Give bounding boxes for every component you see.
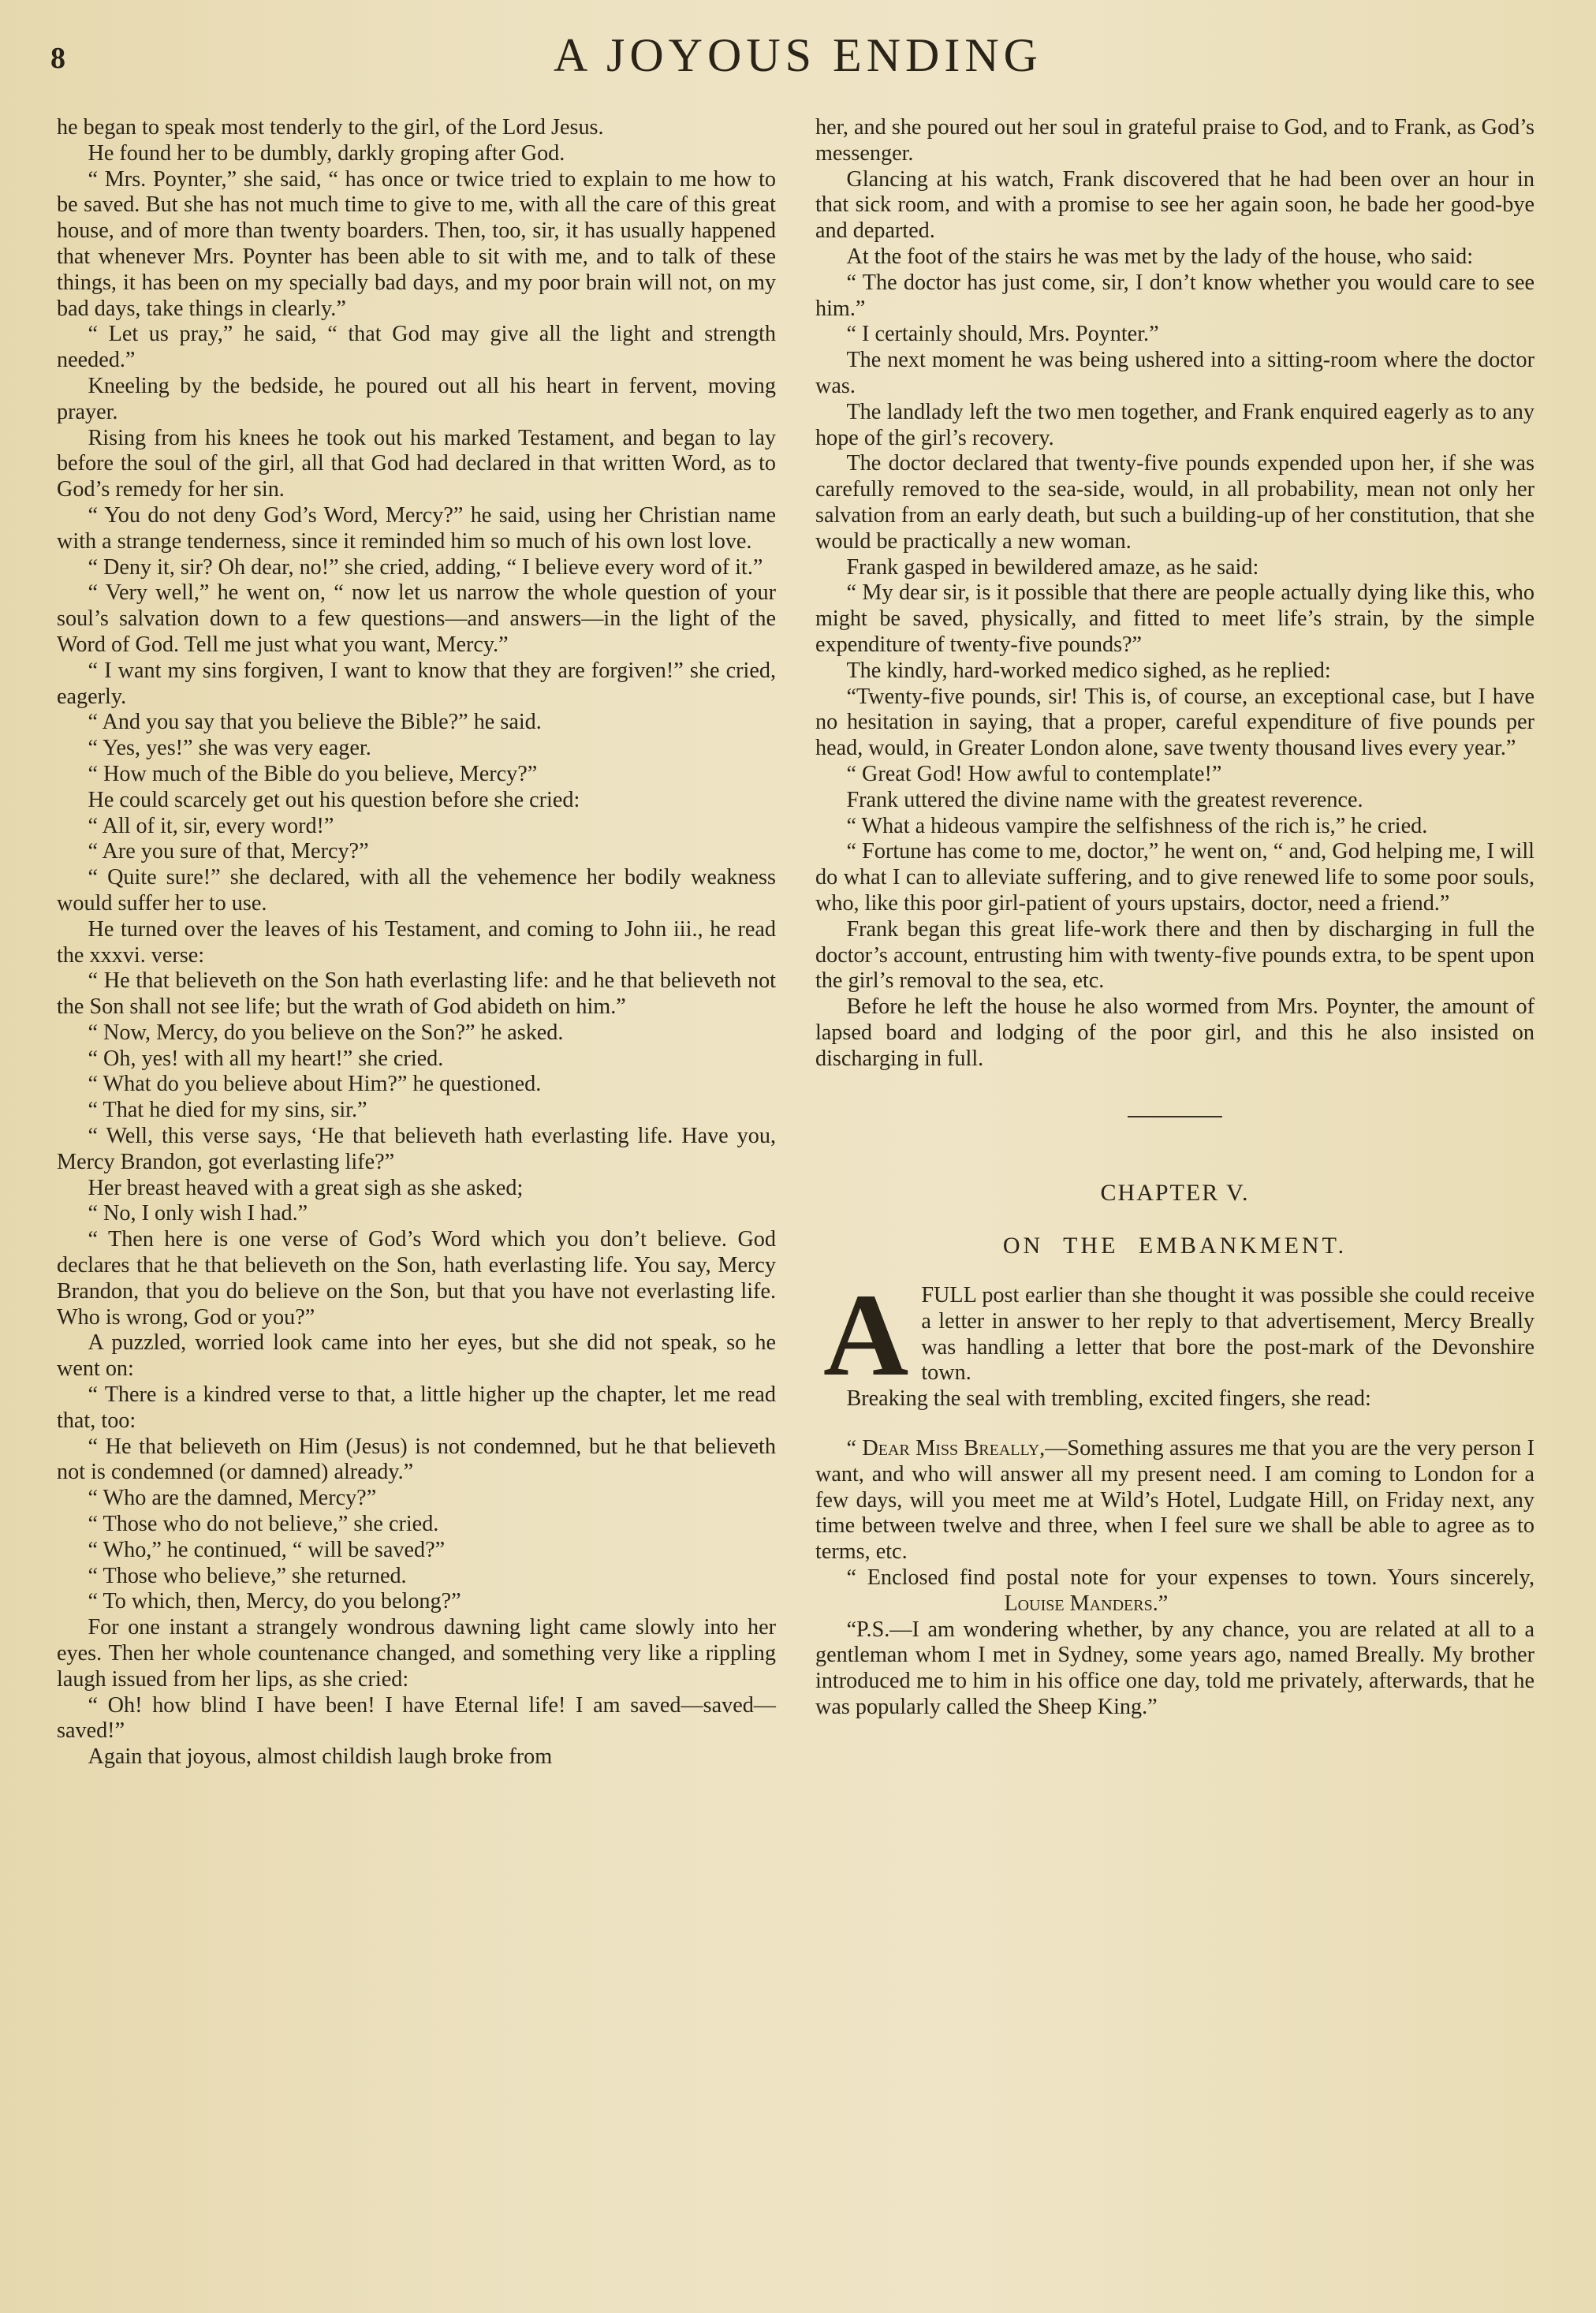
paragraph: “ How much of the Bible do you believe, Mercy?”: [88, 761, 538, 786]
paragraph: He found her to be dumbly, darkly groping after God.: [88, 140, 565, 166]
paragraph: For one instant a strangely wondrous dawning light came slowly into her eyes. Then her whole countenance changed, and something very like a rippling laugh issued from her lips, as she cried:: [57, 1615, 776, 1692]
paragraph: “ No, I only wish I had.”: [88, 1201, 308, 1226]
paragraph: “ There is a kindred verse to that, a little higher up the chapter, let me read that, too:: [57, 1382, 776, 1433]
paragraph: “ Deny it, sir? Oh dear, no!” she cried, adding, “ I believe every word of it.”: [88, 554, 763, 580]
paragraph: He turned over the leaves of his Testament, and coming to John iii., he read the xxxvi. verse:: [57, 916, 776, 968]
page-number: 8: [50, 42, 65, 75]
left-column: [57, 115, 776, 1770]
paragraph: “ Who are the damned, Mercy?”: [88, 1486, 377, 1511]
paragraph: Again that joyous, almost childish laugh broke from: [88, 1744, 553, 1770]
letter-body: —Something assures me that you are the very person I want, and who will answer all my present need. I am coming to London for a few days, will you meet me at Wild’s Hotel, Ludgate Hill, on Friday next, any time between twelve and three, when I feel sure we shall be able to agree as to terms, etc.: [815, 1436, 1535, 1565]
chapter-title: ON THE EMBANKMENT.: [1002, 1233, 1348, 1259]
paragraph: Her breast heaved with a great sigh as she asked;: [88, 1175, 524, 1200]
paragraph: “ Those who believe,” she returned.: [88, 1563, 407, 1588]
paragraph: Frank began this great life-work there and then by discharging in full the doctor’s account, entrusting him with twenty-five pounds extra, to be spent upon the girl’s removal to the sea, etc.: [815, 916, 1534, 994]
paragraph: “ What a hideous vampire the selfishness of the rich is,” he cried.: [846, 813, 1428, 838]
paragraph: “ Yes, yes!” she was very eager.: [88, 736, 371, 761]
paragraph: “ He that believeth on Him (Jesus) is not condemned, but he that believeth not is condemned (or damned) already.”: [57, 1434, 776, 1485]
paragraph: Frank uttered the divine name with the greatest reverence.: [846, 787, 1363, 812]
letter-signature: Louise Manders.”: [1004, 1591, 1169, 1616]
letter: [815, 1436, 1534, 1617]
paragraph: “ To which, then, Mercy, do you belong?”: [88, 1589, 461, 1614]
paragraph: “ Quite sure!” she declared, with all the vehemence her bodily weakness would suffer her to use.: [57, 865, 776, 916]
paragraph: “ Well, this verse says, ‘He that believeth hath everlasting life. Have you, Mercy Brandon, got everlasting life?”: [57, 1124, 776, 1174]
paragraph: “ Now, Mercy, do you believe on the Son?” he asked.: [88, 1020, 564, 1045]
paragraph: “ Those who do not believe,” she cried.: [88, 1512, 439, 1537]
paragraph: “ He that believeth on the Son hath everlasting life: and he that believeth not the Son shall not see life; but the wrath of God abideth on him.”: [57, 968, 776, 1020]
paragraph: her, and she poured out her soul in grateful praise to God, and to Frank, as God’s messenger.: [815, 115, 1534, 166]
paragraph: “ I certainly should, Mrs. Poynter.”: [846, 322, 1159, 347]
chapter-number: CHAPTER V.: [1100, 1180, 1250, 1207]
paragraph: “ Oh, yes! with all my heart!” she cried.: [88, 1046, 444, 1071]
drop-cap: A: [823, 1270, 909, 1401]
paragraph: “ Great God! How awful to contemplate!”: [846, 761, 1222, 786]
paragraph: he began to speak most tenderly to the girl, of the Lord Jesus.: [57, 115, 604, 140]
paragraph: “Twenty-five pounds, sir! This is, of course, an exceptional case, but I have no hesitation in saying, that a proper, careful expenditure of five pounds per head, would, in Greater London alone, save twenty thousand lives every year.”: [815, 684, 1534, 761]
paragraph: The landlady left the two men together, and Frank enquired eagerly as to any hope of the girl’s recovery.: [815, 399, 1534, 450]
paragraph: “ And you say that you believe the Bible?” he said.: [88, 710, 542, 735]
paragraph: “ What do you believe about Him?” he questioned.: [88, 1072, 542, 1097]
paragraph: A puzzled, worried look came into her eyes, but she did not speak, so he went on:: [57, 1330, 776, 1382]
opening-paragraph: FULL post earlier than she thought it was possible she could receive a letter in answer to her reply to that advertisement, Mercy Breally was handling a letter that bore the post-mark of the Devonshire town.: [921, 1283, 1534, 1386]
paragraph: At the foot of the stairs he was met by the lady of the house, who said:: [846, 244, 1474, 269]
running-title: A JOYOUS ENDING: [553, 29, 1042, 81]
paragraph: The doctor declared that twenty-five pounds expended upon her, if she was carefully removed to the sea-side, would, in all probability, mean not only her salvation from an early death, but such a building-up of her constitution, that she would be practically a new woman.: [815, 451, 1534, 554]
paragraph: “ I want my sins forgiven, I want to know that they are forgiven!” she cried, eagerly.: [57, 658, 776, 709]
paragraph: Before he left the house he also wormed from Mrs. Poynter, the amount of lapsed board and lodging of the poor girl, and this he also insisted on discharging in full.: [815, 994, 1534, 1071]
paragraph: “ All of it, sir, every word!”: [88, 813, 334, 838]
section-divider: [1128, 1116, 1222, 1117]
letter-salutation: “ Dear Miss Breally,: [846, 1436, 1046, 1461]
paragraph: “ Are you sure of that, Mercy?”: [88, 839, 369, 864]
paragraph: “ The doctor has just come, sir, I don’t know whether you would care to see him.”: [815, 270, 1534, 321]
paragraph: “ You do not deny God’s Word, Mercy?” he said, using her Christian name with a strange tenderness, since it reminded him so much of his own lost love.: [57, 502, 776, 554]
paragraph: “ Fortune has come to me, doctor,” he went on, “ and, God helping me, I will do what I can to alleviate suffering, and to give renewed life to some poor souls, who, like this poor girl-patient of yours upstairs, doctor, need a friend.”: [815, 839, 1534, 916]
paragraph: “ Who,” he continued, “ will be saved?”: [88, 1537, 446, 1562]
paragraph: “ Let us pray,” he said, “ that God may give all the light and strength needed.”: [57, 322, 776, 373]
paragraph: Rising from his knees he took out his marked Testament, and began to lay before the soul of the girl, all that God had declared in that written Word, as to God’s remedy for her sin.: [57, 425, 776, 502]
paragraph: The next moment he was being ushered into a sitting-room where the doctor was.: [815, 348, 1534, 398]
paragraph: Kneeling by the bedside, he poured out all his heart in fervent, moving prayer.: [57, 373, 776, 424]
paragraph: “ That he died for my sins, sir.”: [88, 1098, 367, 1123]
paragraph: The kindly, hard-worked medico sighed, as he replied:: [846, 658, 1331, 683]
paragraph: “ Then here is one verse of God’s Word which you don’t believe. God declares that he that believeth on the Son, hath everlasting life. You say, Mercy Brandon, that you do believe on the Son, but that you have not everlasting life. Who is wrong, God or you?”: [57, 1227, 776, 1330]
letter-enclosed: “ Enclosed find postal note for your expenses to town. Yours sincerely,: [846, 1565, 1534, 1591]
paragraph: “ Very well,” he went on, “ now let us narrow the whole question of your soul’s salvation down to a few questions—and answers—in the light of the Word of God. Tell me just what you want, Mercy.”: [57, 580, 776, 657]
paragraph: “ Oh! how blind I have been! I have Eternal life! I am saved—saved—saved!”: [57, 1692, 776, 1744]
paragraph: Glancing at his watch, Frank discovered that he had been over an hour in that sick room, and with a promise to see her again soon, he bade her good-bye and departed.: [815, 166, 1534, 244]
paragraph: “ Mrs. Poynter,” she said, “ has once or twice tried to explain to me how to be saved. But she has not much time to give to me, with all the care of this great house, and of more than twenty boarders. Then, too, sir, it has usually happened that whenever Mrs. Poynter has been able to sit with me, and to talk of these things, it has been on my specially bad days, and my poor brain will not, on my bad days, take things in clearly.”: [57, 166, 776, 321]
right-column: [815, 115, 1534, 1721]
paragraph: He could scarcely get out his question before she cried:: [88, 787, 580, 812]
paragraph: Frank gasped in bewildered amaze, as he said:: [846, 554, 1259, 580]
paragraph: Breaking the seal with trembling, excited fingers, she read:: [846, 1386, 1371, 1412]
letter-postscript: “P.S.—I am wondering whether, by any chance, you are related at all to a gentleman whom I met in Sydney, some years ago, named Breally. My brother introduced me to him in his office one day, told me privately, afterwards, that he was popularly called the Sheep King.”: [815, 1617, 1534, 1720]
paragraph: “ My dear sir, is it possible that there are people actually dying like this, who might be saved, physically, and fitted to meet life’s strain, by the simple expenditure of twenty-five pounds?”: [815, 580, 1534, 657]
